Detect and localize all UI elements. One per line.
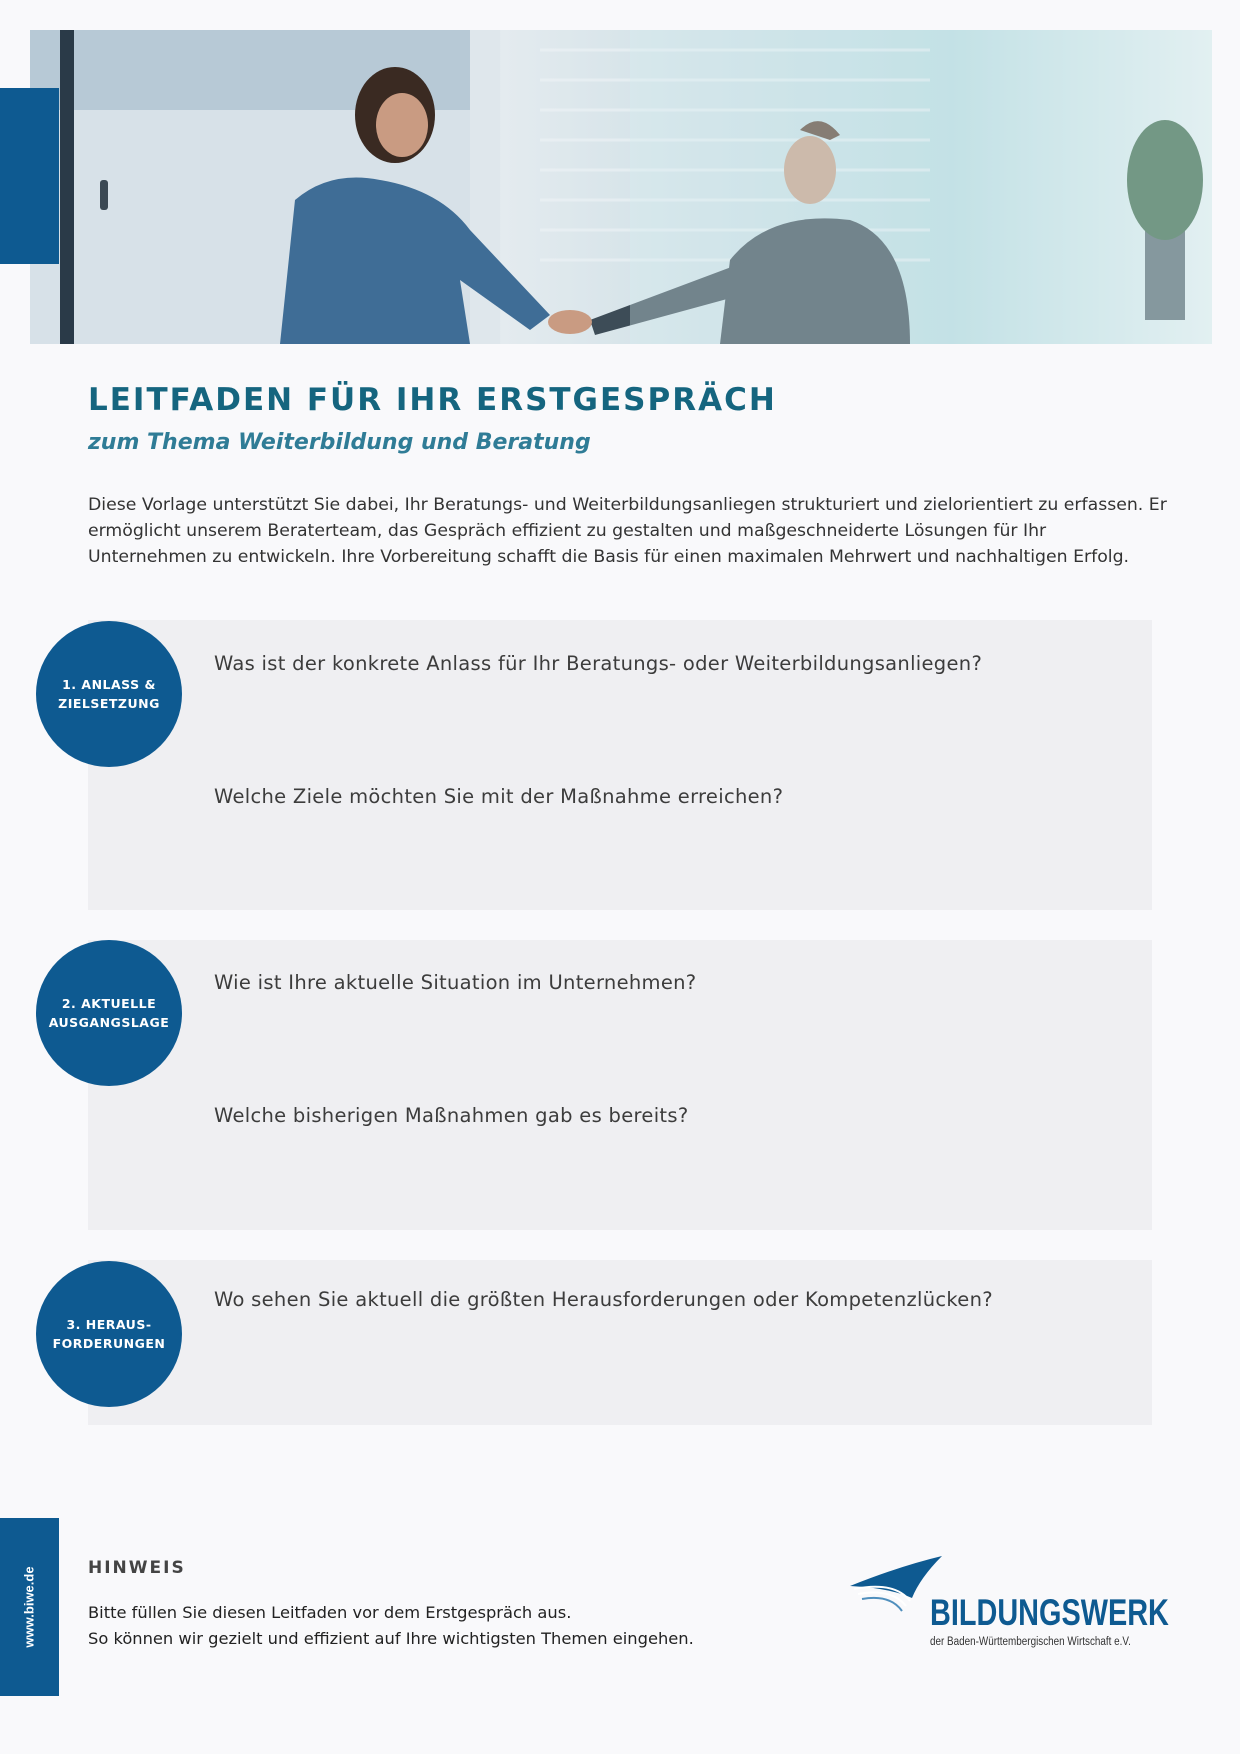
question-herausforderungen: Wo sehen Sie aktuell die größten Herausforderungen oder Kompetenzlücken? — [214, 1288, 993, 1311]
logo-wordmark: BILDUNGSWERK — [930, 1592, 1169, 1633]
intro-paragraph: Diese Vorlage unterstützt Sie dabei, Ihr Beratungs- und Weiterbildungsanliegen strukturiert und zielorientiert zu erfassen. Er ermöglicht unserem Beraterteam, das Gespräch effizient zu gestalten und maßgeschneiderte Lösungen für Ihr Unternehmen zu entwickeln. Ihre Vorbereitung schafft die Basis für einen maximalen Mehrwert und nachhaltigen Erfolg. — [88, 495, 1167, 567]
question-ziele: Welche Ziele möchten Sie mit der Maßnahme erreichen? — [214, 785, 784, 808]
question-massnahmen: Welche bisherigen Maßnahmen gab es bereits? — [214, 1104, 689, 1127]
page-subtitle: zum Thema Weiterbildung und Beratung — [88, 430, 591, 455]
bildungswerk-logo — [850, 1556, 1169, 1652]
hinweis-text — [88, 1600, 694, 1652]
side-url-text: www.biwe.de — [21, 1566, 37, 1648]
section-badge-herausforderungen: 3. HERAUS- FORDERUNGEN — [36, 1261, 182, 1407]
question-anlass: Was ist der konkrete Anlass für Ihr Beratungs- oder Weiterbildungsanliegen? — [214, 652, 983, 675]
hinweis-line-2: So können wir gezielt und effizient auf Ihre wichtigsten Themen eingehen. — [88, 1629, 694, 1648]
hero-image — [30, 30, 1212, 344]
side-accent-top — [0, 88, 59, 264]
section-card-herausforderungen — [88, 1260, 1152, 1425]
question-situation: Wie ist Ihre aktuelle Situation im Unternehmen? — [214, 971, 697, 994]
page-title: LEITFADEN FÜR IHR ERSTGESPRÄCH — [88, 382, 777, 418]
section-badge-ausgangslage: 2. AKTUELLE AUSGANGSLAGE — [36, 940, 182, 1086]
hinweis-line-1: Bitte füllen Sie diesen Leitfaden vor dem Erstgespräch aus. — [88, 1603, 572, 1622]
hinweis-title: HINWEIS — [88, 1558, 186, 1578]
logo-subline: der Baden-Württembergischen Wirtschaft e.V. — [930, 1636, 1131, 1648]
section-badge-anlass: 1. ANLASS & ZIELSETZUNG — [36, 621, 182, 767]
